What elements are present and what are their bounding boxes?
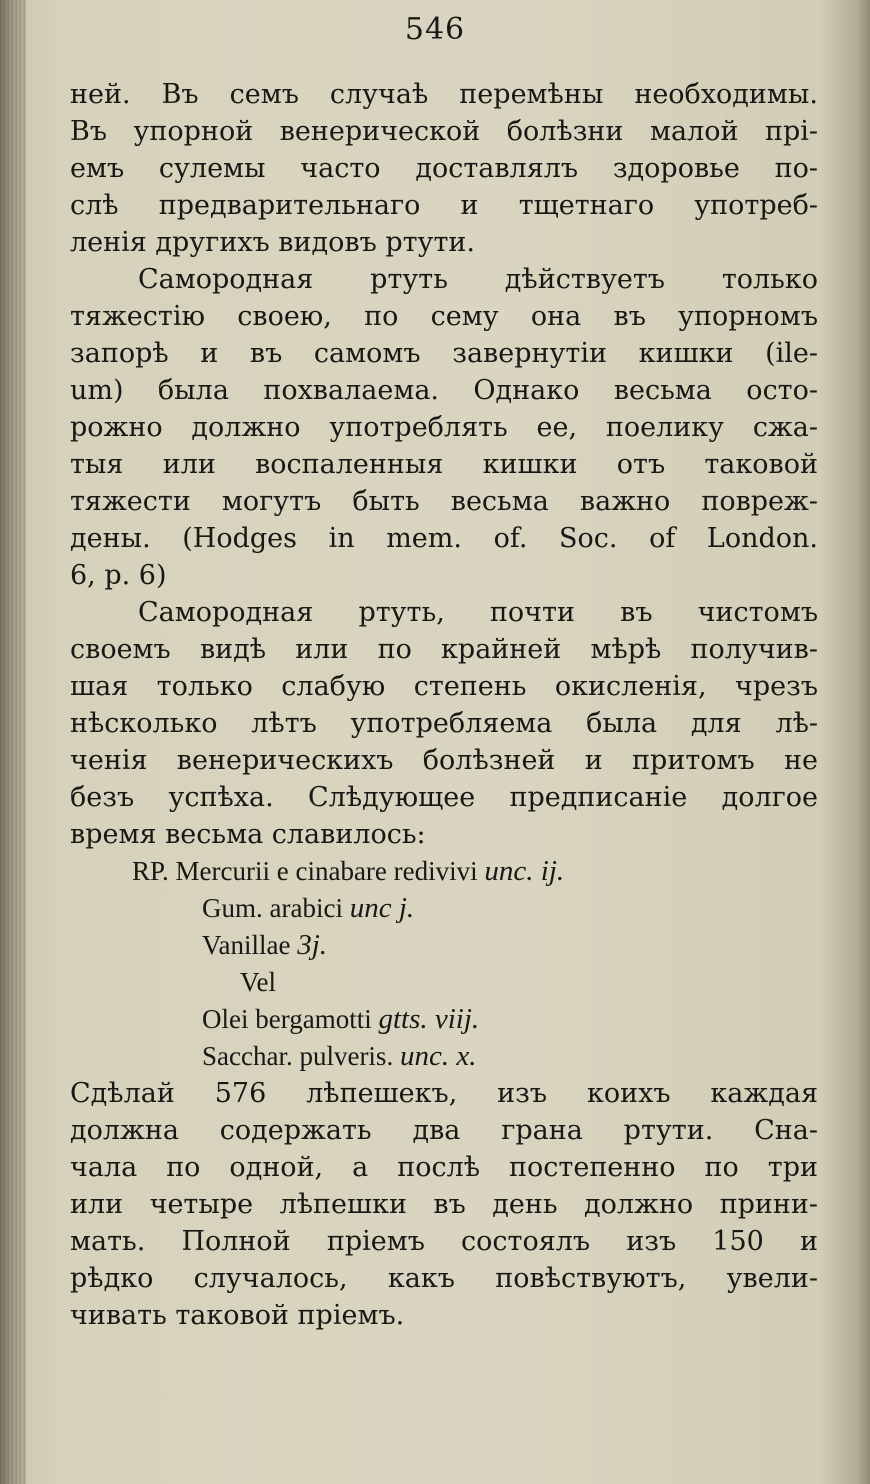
text-line: рожно должно употреблять ее, поелику сжа- (70, 412, 818, 443)
text-line: своемъ видѣ или по крайней мѣрѣ получив- (70, 634, 818, 665)
recipe-ingredient: Vel (240, 967, 276, 997)
text-line: должна содержать два грана ртути. Сна- (70, 1115, 818, 1146)
recipe-ingredient: RP. Mercurii e cinabare redivivi (132, 856, 478, 886)
text-line: чивать таковой пріемъ. (70, 1300, 405, 1331)
text-line: запорѣ и въ самомъ завернутіи кишки (ile- (70, 338, 818, 369)
text-line: тяжестію своею, по сему она въ упорномъ (70, 301, 818, 332)
text-line: ленія другихъ видовъ ртути. (70, 227, 475, 258)
recipe-line (70, 927, 818, 964)
text-line: Въ упорной венерической болѣзни малой прі- (70, 116, 818, 147)
recipe-dose: gtts. viij. (378, 1003, 480, 1035)
text-line: или четыре лѣпешки въ день должно прини- (70, 1189, 818, 1220)
text-line: нѣсколько лѣтъ употребляема была для лѣ- (70, 708, 818, 739)
text-line: тыя или воспаленныя кишки отъ таковой (70, 449, 818, 480)
recipe-ingredient: Olei bergamotti (202, 1004, 372, 1034)
text-line: слѣ предварительнаго и тщетнаго употреб- (70, 190, 818, 221)
recipe-ingredient: Gum. arabici (202, 893, 343, 923)
text-line: Сдѣлай 576 лѣпешекъ, изъ коихъ каждая (70, 1078, 818, 1109)
text-line: дены. (Hodges in mem. of. Soc. of London. (70, 523, 818, 554)
text-line: Самородная ртуть дѣйствуетъ только (138, 264, 818, 295)
text-line: чала по одной, а послѣ постепенно по три (70, 1152, 818, 1183)
text-line: шая только слабую степень окисленія, чрезъ (70, 671, 818, 702)
recipe-line (70, 964, 818, 1001)
page-binding-edge (0, 0, 26, 1484)
page-number: 546 (404, 12, 466, 47)
text-line: Самородная ртуть, почти въ чистомъ (138, 597, 818, 628)
text-line: ченія венерическихъ болѣзней и притомъ не (70, 745, 818, 776)
text-line: тяжести могутъ быть весьма важно повреж- (70, 486, 818, 517)
recipe-line (70, 853, 818, 890)
recipe-line (70, 1001, 818, 1038)
recipe-line (70, 1038, 818, 1075)
text-line: ней. Въ семъ случаѣ перемѣны необходимы. (70, 79, 818, 110)
text-line: um) была похвалаема. Однако весьма осто- (70, 375, 818, 406)
text-line: емъ сулемы часто доставлялъ здоровье по- (70, 153, 818, 184)
recipe-ingredient: Vanillae (202, 930, 291, 960)
recipe-dose: 3j. (297, 929, 328, 961)
recipe-ingredient: Sacchar. pulveris. (202, 1041, 394, 1071)
recipe-line (70, 890, 818, 927)
recipe-dose: unc j. (349, 892, 415, 924)
recipe-dose: unc. x. (399, 1040, 477, 1072)
recipe-dose: unc. ij. (484, 855, 565, 887)
text-line: мать. Полной пріемъ состоялъ изъ 150 и (70, 1226, 818, 1257)
text-line: рѣдко случалось, какъ повѣствуютъ, увели- (70, 1263, 818, 1294)
page-text (70, 76, 818, 1334)
text-line: безъ успѣха. Слѣдующее предписаніе долгое (70, 782, 818, 813)
text-line: 6, p. 6) (70, 560, 167, 591)
text-line: время весьма славилось: (70, 819, 426, 850)
